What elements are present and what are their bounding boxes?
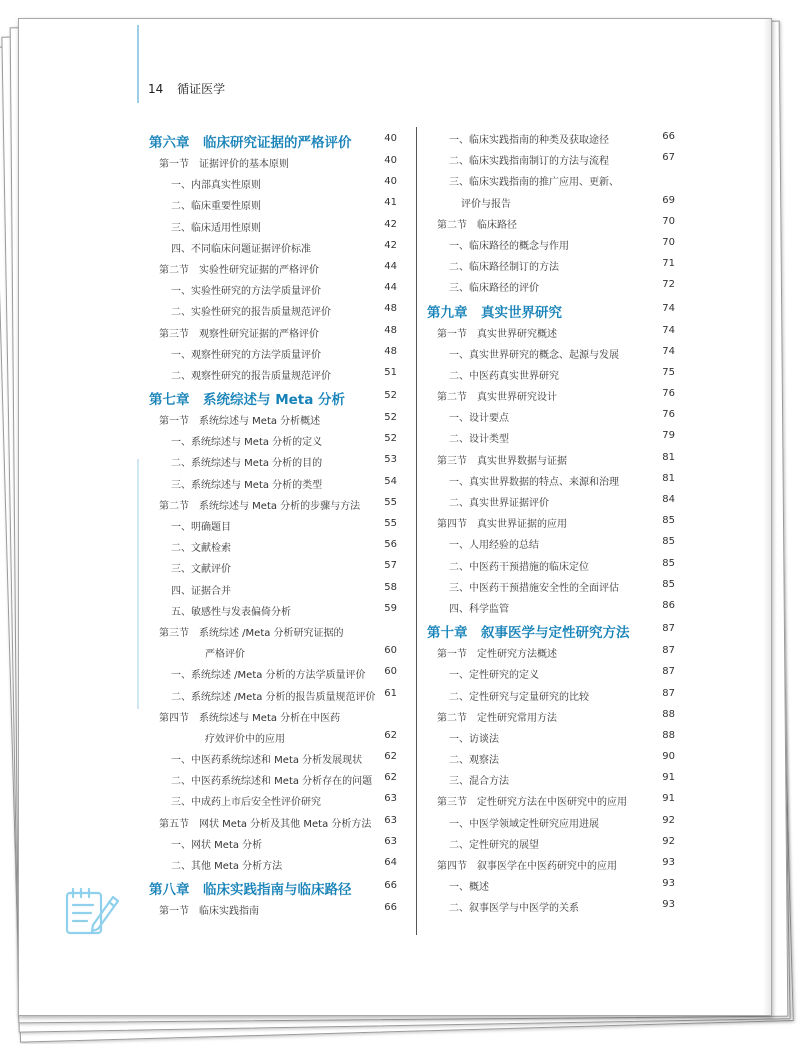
page-number: 14 [148, 82, 164, 96]
toc-entry-title: 一、系统综述 /Meta 分析的方法学质量评价 [171, 670, 366, 682]
toc-entry-page: 86 [662, 599, 675, 611]
toc-entry-title: 二、中医药干预措施的临床定位 [449, 561, 589, 573]
margin-accent-line [137, 25, 139, 103]
toc-entry-title: 一、网状 Meta 分析 [171, 839, 263, 851]
toc-entry-page: 63 [384, 793, 397, 805]
toc-item-row [149, 342, 397, 363]
toc-item-row [427, 832, 675, 853]
toc-entry-page: 87 [662, 666, 675, 678]
toc-entry-page: 62 [384, 751, 397, 763]
notebook-pencil-icon [63, 883, 121, 939]
toc-entry-title: 三、文献评价 [171, 564, 231, 576]
toc-entry-title: 一、概述 [449, 882, 489, 894]
toc-entry-page: 40 [384, 155, 397, 166]
toc-entry-title: 第七章 系统综述与 Meta 分析 [149, 392, 346, 409]
toc-section-row [427, 212, 675, 233]
toc-section-row [427, 448, 675, 469]
toc-section-row [427, 511, 675, 532]
toc-entry-title: 二、真实世界证据评价 [449, 498, 549, 509]
toc-item-row [427, 275, 675, 296]
toc-entry-page: 48 [384, 303, 397, 315]
toc-entry-page: 87 [662, 645, 675, 657]
toc-entry-page: 42 [384, 218, 397, 230]
toc-entry-page: 85 [662, 578, 675, 590]
toc-entry-title: 第十章 叙事医学与定性研究方法 [427, 625, 630, 642]
toc-column-left [149, 127, 397, 919]
toc-entry-title: 第一节 证据评价的基本原则 [159, 159, 289, 170]
toc-section-row [427, 384, 675, 405]
toc-item-row [149, 450, 397, 471]
column-divider [416, 127, 417, 935]
toc-entry-title: 三、中医药干预措施安全性的全面评估 [449, 582, 619, 594]
toc-section-row [149, 811, 397, 832]
toc-column-right [427, 127, 675, 917]
book-title: 循证医学 [177, 82, 226, 96]
toc-entry-title: 一、设计要点 [449, 413, 509, 425]
toc-item-row [149, 599, 397, 620]
toc-section-row [149, 257, 397, 278]
toc-entry-title: 第四节 真实世界证据的应用 [437, 519, 567, 531]
toc-entry-title: 第八章 临床实践指南与临床路径 [149, 882, 352, 899]
toc-entry-page: 62 [384, 772, 397, 784]
toc-item-row [149, 768, 397, 789]
toc-item-row [149, 215, 397, 236]
toc-entry-page: 92 [662, 835, 675, 847]
toc-entry-title: 二、临床重要性原则 [171, 201, 261, 213]
toc-entry-title: 严格评价 [205, 649, 245, 661]
toc-item-row [149, 514, 397, 535]
toc-item-row [427, 342, 675, 363]
toc-entry-title: 一、人用经验的总结 [449, 540, 539, 552]
toc-item-row [427, 811, 675, 832]
toc-entry-page: 66 [662, 131, 675, 142]
toc-item-row [427, 662, 675, 683]
toc-item-row [149, 578, 397, 599]
toc-entry-page: 87 [662, 687, 675, 699]
toc-entry-page: 52 [384, 412, 397, 424]
toc-section-row [149, 493, 397, 514]
toc-entry-page: 40 [384, 176, 397, 188]
toc-entry-page: 70 [662, 236, 675, 248]
toc-entry-title: 一、真实世界数据的特点、来源和治理 [449, 476, 619, 488]
toc-entry-title: 一、临床路径的概念与作用 [449, 240, 569, 252]
toc-section-row [149, 321, 397, 342]
toc-entry-page: 42 [384, 239, 397, 251]
toc-entry-page: 56 [384, 539, 397, 551]
toc-entry-page: 90 [662, 751, 675, 763]
toc-entry-page: 60 [384, 666, 397, 678]
toc-entry-page: 87 [662, 623, 675, 635]
toc-item-row [427, 490, 675, 511]
toc-cont-row [149, 726, 397, 747]
toc-entry-page: 69 [662, 194, 675, 206]
toc-entry-page: 64 [384, 857, 397, 868]
toc-entry-page: 79 [662, 430, 675, 442]
toc-entry-page: 91 [662, 793, 675, 805]
toc-entry-page: 52 [384, 433, 397, 445]
toc-item-row [149, 789, 397, 810]
toc-entry-page: 62 [384, 729, 397, 741]
book-page [18, 18, 772, 1016]
toc-entry-title: 一、实验性研究的方法学质量评价 [171, 286, 321, 298]
toc-item-row [427, 596, 675, 617]
toc-entry-title: 第三节 观察性研究证据的严格评价 [159, 328, 319, 340]
toc-entry-page: 88 [662, 708, 675, 720]
toc-item-row [427, 747, 675, 768]
toc-entry-title: 第三节 真实世界数据与证据 [437, 455, 567, 467]
toc-entry-title: 第二节 实验性研究证据的严格评价 [159, 264, 319, 276]
toc-entry-page: 74 [662, 302, 675, 314]
toc-entry-title: 二、临床实践指南制订的方法与流程 [449, 156, 609, 168]
toc-cont-row [149, 641, 397, 662]
toc-item-row [427, 169, 675, 190]
toc-section-row [149, 151, 397, 172]
toc-entry-title: 第四节 系统综述与 Meta 分析在中医药 [159, 712, 341, 724]
toc-entry-page: 57 [384, 560, 397, 572]
toc-entry-title: 四、科学监管 [449, 603, 509, 615]
toc-entry-page: 67 [662, 152, 675, 164]
toc-item-row [427, 874, 675, 895]
toc-entry-title: 一、访谈法 [449, 733, 499, 745]
toc-item-row [149, 236, 397, 257]
toc-entry-page: 85 [662, 557, 675, 569]
toc-section-row [427, 853, 675, 874]
toc-cont2-row [427, 191, 675, 212]
toc-entry-title: 三、临床路径的评价 [449, 283, 539, 295]
toc-section-row [149, 408, 397, 429]
toc-entry-title: 一、明确题目 [171, 522, 231, 533]
toc-entry-page: 54 [384, 475, 397, 487]
toc-entry-title: 二、系统综述 /Meta 分析的报告质量规范评价 [171, 691, 376, 703]
toc-entry-title: 一、真实世界研究的概念、起源与发展 [449, 349, 619, 361]
toc-entry-page: 53 [384, 454, 397, 466]
toc-item-row [427, 575, 675, 596]
toc-entry-title: 三、混合方法 [449, 776, 509, 788]
toc-item-row [427, 469, 675, 490]
toc-entry-page: 63 [384, 814, 397, 826]
toc-entry-title: 第二节 定性研究常用方法 [437, 712, 557, 724]
toc-section-row [149, 898, 397, 919]
toc-entry-title: 二、观察法 [449, 755, 499, 767]
toc-entry-page: 40 [384, 133, 397, 144]
toc-entry-title: 二、其他 Meta 分析方法 [171, 861, 283, 872]
toc-entry-title: 一、定性研究的定义 [449, 670, 539, 682]
toc-entry-page: 66 [384, 902, 397, 914]
toc-entry-title: 第一节 定性研究方法概述 [437, 649, 557, 661]
toc-entry-page: 48 [384, 324, 397, 336]
toc-entry-page: 81 [662, 451, 675, 463]
toc-entry-title: 第三节 定性研究方法在中医研究中的应用 [437, 797, 627, 809]
toc-item-row [427, 426, 675, 447]
toc-entry-page: 66 [384, 880, 397, 892]
toc-entry-page: 63 [384, 835, 397, 847]
toc-item-row [427, 363, 675, 384]
toc-entry-page: 74 [662, 324, 675, 336]
toc-item-row [427, 532, 675, 553]
toc-item-row [427, 554, 675, 575]
toc-section-row [149, 705, 397, 726]
toc-chapter-row [149, 874, 397, 898]
toc-entry-title: 第一节 真实世界研究概述 [437, 328, 557, 340]
toc-entry-title: 第二节 真实世界研究设计 [437, 392, 557, 404]
toc-entry-title: 一、内部真实性原则 [171, 180, 261, 192]
toc-entry-title: 二、临床路径制订的方法 [449, 262, 559, 274]
toc-item-row [149, 299, 397, 320]
toc-item-row [149, 193, 397, 214]
toc-entry-page: 55 [384, 518, 397, 529]
toc-section-row [427, 789, 675, 810]
toc-entry-page: 88 [662, 729, 675, 741]
toc-entry-title: 一、系统综述与 Meta 分析的定义 [171, 437, 323, 449]
toc-item-row [427, 233, 675, 254]
toc-entry-title: 评价与报告 [461, 198, 511, 210]
page-edge-shade [763, 19, 771, 1015]
toc-entry-page: 41 [384, 197, 397, 209]
toc-entry-page: 81 [662, 472, 675, 484]
toc-entry-page: 60 [384, 645, 397, 657]
toc-entry-page: 72 [662, 279, 675, 291]
toc-entry-title: 第四节 叙事医学在中医药研究中的应用 [437, 861, 617, 872]
toc-item-row [427, 148, 675, 169]
toc-item-row [427, 684, 675, 705]
toc-entry-page: 76 [662, 409, 675, 421]
toc-item-row [427, 254, 675, 275]
toc-entry-title: 二、定性研究与定量研究的比较 [449, 691, 589, 703]
toc-entry-page: 51 [384, 366, 397, 378]
toc-entry-page: 92 [662, 814, 675, 826]
toc-entry-title: 五、敏感性与发表偏倚分析 [171, 606, 291, 618]
toc-entry-title: 第六章 临床研究证据的严格评价 [149, 135, 352, 151]
toc-chapter-row [149, 127, 397, 151]
toc-entry-title: 第二节 临床路径 [437, 219, 517, 231]
toc-entry-title: 三、临床适用性原则 [171, 222, 261, 234]
page-header [148, 80, 225, 97]
toc-entry-title: 一、临床实践指南的种类及获取途径 [449, 135, 609, 146]
toc-entry-page: 70 [662, 215, 675, 227]
toc-item-row [149, 429, 397, 450]
toc-entry-page: 48 [384, 345, 397, 357]
toc-section-row [149, 620, 397, 641]
toc-entry-page: 61 [384, 687, 397, 699]
toc-entry-title: 二、中医药系统综述和 Meta 分析存在的问题 [171, 776, 373, 788]
toc-item-row [149, 684, 397, 705]
toc-entry-title: 第二节 系统综述与 Meta 分析的步骤与方法 [159, 500, 361, 512]
toc-entry-page: 44 [384, 260, 397, 272]
toc-entry-title: 第一节 临床实践指南 [159, 906, 259, 918]
toc-item-row [427, 768, 675, 789]
toc-chapter-row [427, 297, 675, 321]
toc-entry-title: 三、系统综述与 Meta 分析的类型 [171, 479, 323, 491]
toc-entry-title: 三、临床实践指南的推广应用、更新、 [449, 177, 619, 189]
toc-item-row [149, 747, 397, 768]
toc-entry-title: 一、观察性研究的方法学质量评价 [171, 349, 321, 361]
toc-section-row [427, 321, 675, 342]
margin-accent-line-lower [137, 459, 139, 709]
toc-entry-page: 76 [662, 388, 675, 400]
toc-item-row [149, 832, 397, 853]
toc-entry-title: 二、系统综述与 Meta 分析的目的 [171, 458, 323, 470]
toc-chapter-row [427, 617, 675, 641]
toc-entry-title: 一、中医学领域定性研究应用进展 [449, 818, 599, 830]
toc-item-row [427, 726, 675, 747]
toc-entry-page: 74 [662, 345, 675, 357]
toc-item-row [149, 472, 397, 493]
toc-entry-page: 93 [662, 899, 675, 911]
toc-entry-title: 二、叙事医学与中医学的关系 [449, 903, 579, 915]
toc-item-row [149, 853, 397, 874]
toc-chapter-row [149, 384, 397, 408]
toc-section-row [427, 705, 675, 726]
toc-entry-title: 二、文献检索 [171, 543, 231, 555]
toc-entry-page: 91 [662, 772, 675, 784]
toc-entry-title: 二、中医药真实世界研究 [449, 370, 559, 382]
toc-entry-title: 二、设计类型 [449, 434, 509, 446]
toc-entry-page: 58 [384, 581, 397, 593]
toc-entry-title: 二、定性研究的展望 [449, 839, 539, 851]
toc-item-row [149, 556, 397, 577]
toc-entry-page: 44 [384, 282, 397, 294]
toc-entry-page: 85 [662, 515, 675, 527]
toc-entry-page: 93 [662, 878, 675, 890]
toc-entry-title: 疗效评价中的应用 [205, 733, 285, 745]
toc-item-row [149, 662, 397, 683]
toc-entry-title: 二、实验性研究的报告质量规范评价 [171, 307, 331, 319]
toc-item-row [427, 895, 675, 916]
toc-entry-page: 85 [662, 536, 675, 548]
toc-entry-title: 四、证据合并 [171, 585, 231, 597]
toc-entry-page: 75 [662, 366, 675, 378]
toc-entry-page: 52 [384, 390, 397, 402]
toc-item-row [149, 535, 397, 556]
toc-entry-title: 二、观察性研究的报告质量规范评价 [171, 370, 331, 382]
toc-entry-page: 59 [384, 602, 397, 614]
toc-entry-title: 三、中成药上市后安全性评价研究 [171, 797, 321, 809]
toc-section-row [427, 641, 675, 662]
toc-entry-title: 第五节 网状 Meta 分析及其他 Meta 分析方法 [159, 818, 372, 830]
toc-entry-page: 93 [662, 857, 675, 868]
toc-entry-title: 第一节 系统综述与 Meta 分析概述 [159, 416, 321, 428]
toc-item-row [149, 278, 397, 299]
toc-item-row [427, 127, 675, 148]
toc-entry-title: 第九章 真实世界研究 [427, 304, 562, 321]
toc-item-row [427, 405, 675, 426]
toc-item-row [149, 172, 397, 193]
toc-entry-title: 四、不同临床问题证据评价标准 [171, 243, 311, 255]
toc-entry-title: 一、中医药系统综述和 Meta 分析发展现状 [171, 755, 363, 767]
toc-item-row [149, 363, 397, 384]
toc-entry-page: 71 [662, 258, 675, 270]
toc-entry-page: 55 [384, 496, 397, 508]
toc-entry-title: 第三节 系统综述 /Meta 分析研究证据的 [159, 627, 344, 639]
toc-entry-page: 84 [662, 494, 675, 505]
